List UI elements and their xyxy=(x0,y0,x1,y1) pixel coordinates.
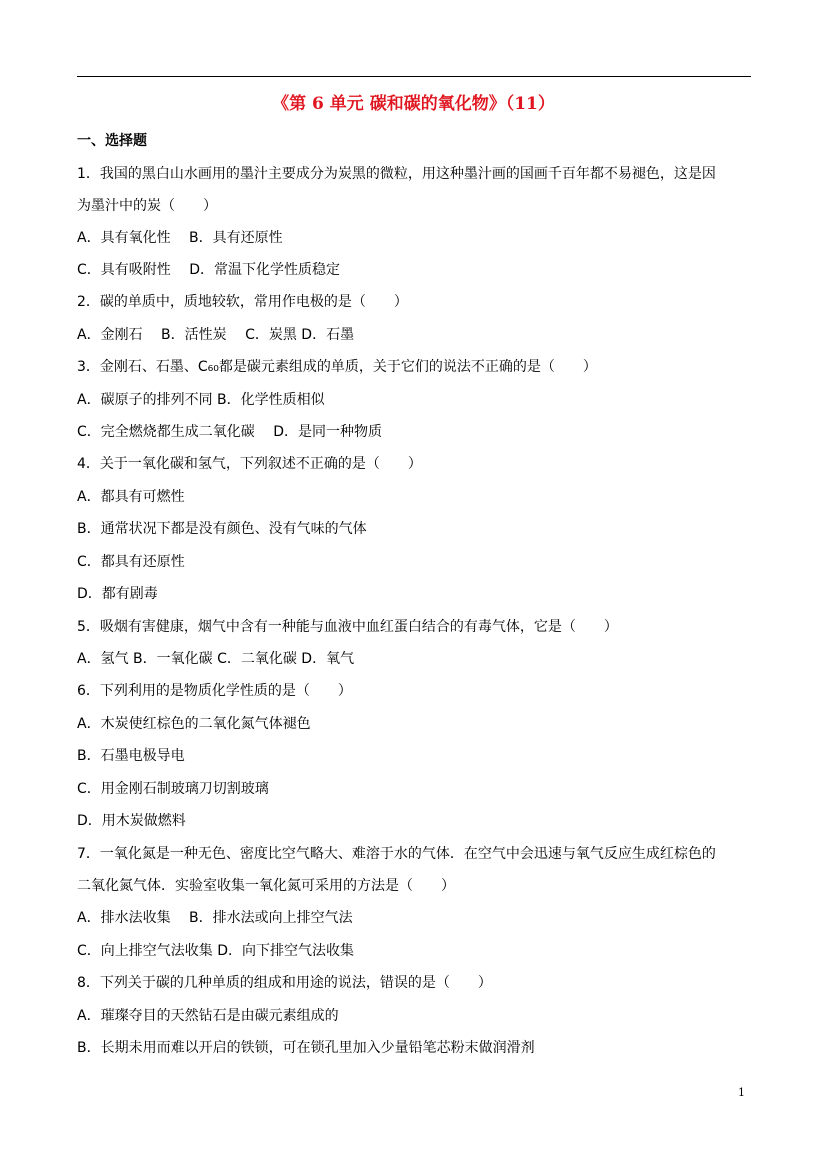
option-line: A．碳原子的排列不同 B．化学性质相似 xyxy=(77,392,325,408)
option-line: A．璀璨夺目的天然钻石是由碳元素组成的 xyxy=(77,1008,339,1024)
option-line: D．都有剧毒 xyxy=(77,586,158,602)
page-number: 1 xyxy=(738,1086,745,1099)
header-rule xyxy=(77,76,751,77)
option-line: A．具有氧化性 B．具有还原性 xyxy=(77,230,283,246)
question-line: 2．碳的单质中，质地较软，常用作电极的是（ ） xyxy=(77,294,408,310)
option-line: D．用木炭做燃料 xyxy=(77,813,186,829)
option-line: C．完全燃烧都生成二氧化碳 D．是同一种物质 xyxy=(77,424,383,440)
option-line: A．都具有可燃性 xyxy=(77,489,185,505)
document-title: 《第 6 单元 碳和碳的氧化物》（11） xyxy=(272,94,555,114)
question-line: 4．关于一氧化碳和氢气，下列叙述不正确的是（ ） xyxy=(77,456,422,472)
option-line: C．用金刚石制玻璃刀切割玻璃 xyxy=(77,781,269,797)
option-line: B．通常状况下都是没有颜色、没有气味的气体 xyxy=(77,521,367,537)
question-line: 二氧化氮气体．实验室收集一氧化氮可采用的方法是（ ） xyxy=(77,878,455,894)
question-line: 6．下列利用的是物质化学性质的是（ ） xyxy=(77,683,352,699)
option-line: C．都具有还原性 xyxy=(77,554,185,570)
question-line: 3．金刚石、石墨、C₆₀都是碳元素组成的单质，关于它们的说法不正确的是（ ） xyxy=(77,359,597,375)
section-heading: 一、选择题 xyxy=(77,133,147,149)
text-line: 为墨汁中的炭（ ） xyxy=(77,198,217,214)
question-line: 5．吸烟有害健康，烟气中含有一种能与血液中血红蛋白结合的有毒气体，它是（ ） xyxy=(77,619,618,635)
option-line: A．金刚石 B．活性炭 C．炭黑 D．石墨 xyxy=(77,327,355,343)
question-line: 7．一氧化氮是一种无色、密度比空气略大、难溶于水的气体．在空气中会迅速与氧气反应生成红棕色的 xyxy=(77,846,716,862)
option-line: B．石墨电极导电 xyxy=(77,748,185,764)
question-line: 8．下列关于碳的几种单质的组成和用途的说法，错误的是（ ） xyxy=(77,975,492,991)
option-line: A．排水法收集 B．排水法或向上排空气法 xyxy=(77,910,353,926)
option-line: C．具有吸附性 D．常温下化学性质稳定 xyxy=(77,262,341,278)
option-line: A．木炭使红棕色的二氧化氮气体褪色 xyxy=(77,716,311,732)
option-line: B．长期未用而难以开启的铁锁，可在锁孔里加入少量铅笔芯粉末做润滑剂 xyxy=(77,1040,535,1056)
text-line: 1．我国的黑白山水画用的墨汁主要成分为炭黑的微粒，用这种墨汁画的国画千百年都不易褪色，这是因 xyxy=(77,166,716,182)
option-line: A．氢气 B．一氧化碳 C．二氧化碳 D．氧气 xyxy=(77,651,355,667)
option-line: C．向上排空气法收集 D．向下排空气法收集 xyxy=(77,943,355,959)
